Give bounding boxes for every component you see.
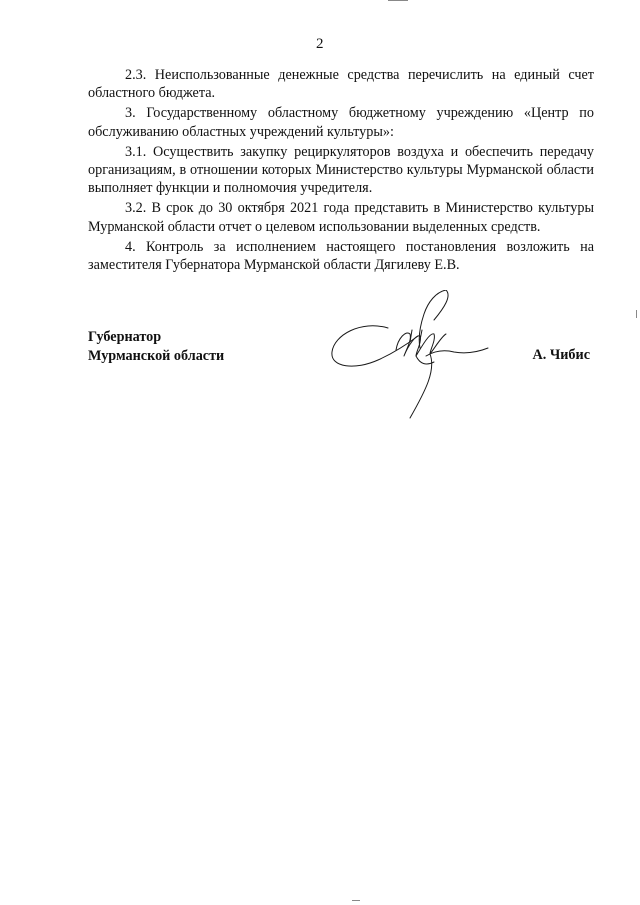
page-number: 2	[316, 36, 324, 52]
scan-mark-top	[388, 0, 408, 1]
signatory-title-line2: Мурманской области	[88, 347, 225, 364]
paragraph-3-1: 3.1. Осуществить закупку рециркуляторов воздуха и обеспечить передачу организациям, в отношении которых Министерство культуры Мурманской области выполняет функции и полномочия учредителя.	[88, 143, 594, 197]
scan-mark-right	[636, 310, 637, 318]
paragraph-4: 4. Контроль за исполнением настоящего постановления возложить на заместителя Губернатора Мурманской области Дягилеву Е.В.	[88, 238, 594, 274]
document-body	[88, 66, 594, 276]
scan-mark-bottom	[352, 900, 360, 901]
signatory-name: А. Чибис	[532, 347, 590, 363]
paragraph-2-3: 2.3. Неиспользованные денежные средства перечислить на единый счет областного бюджета.	[88, 67, 594, 102]
paragraph-3: 3. Государственному областному бюджетному учреждению «Центр по обслуживанию областных учреждений культуры»:	[88, 105, 594, 140]
handwritten-signature	[326, 290, 496, 420]
paragraph-3-2: 3.2. В срок до 30 октября 2021 года представить в Министерство культуры Мурманской области отчет о целевом использовании выделенных средств.	[88, 200, 594, 235]
signatory-title-line1: Губернатор	[88, 329, 162, 345]
signature-block	[88, 328, 594, 438]
signatory-title	[88, 328, 224, 365]
